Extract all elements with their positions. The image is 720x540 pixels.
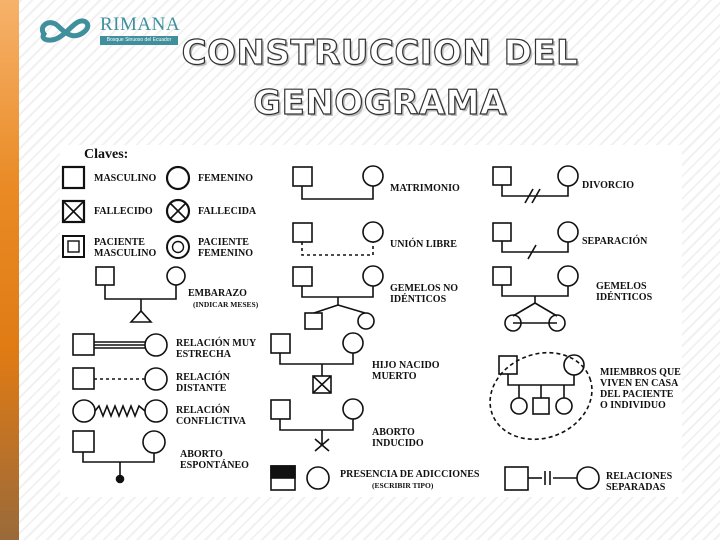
label-fallecido: FALLECIDO	[94, 206, 153, 217]
genogram-legend-panel	[60, 145, 682, 497]
label-masculino: MASCULINO	[94, 173, 157, 184]
side-accent-bar	[0, 0, 19, 540]
female-patient-symbol	[167, 236, 189, 258]
label-gemelos-identicos: GEMELOS IDÉNTICOS	[596, 281, 653, 303]
separation-symbol	[493, 222, 578, 259]
marriage-symbol	[293, 166, 383, 199]
divorce-symbol	[493, 166, 578, 203]
male-patient-symbol	[63, 236, 84, 257]
legend-heading: Claves:	[84, 147, 129, 162]
label-hijo-nacido-muerto: HIJO NACIDO MUERTO	[372, 360, 440, 382]
label-gemelos-no-identicos: GEMELOS NO IDÉNTICOS	[390, 283, 459, 305]
logo-subtitle: Bosque Sinuoso del Ecuador	[100, 36, 178, 45]
stillborn-child-symbol	[271, 333, 363, 393]
label-relacion-distante: RELACIÓN DISTANTE	[176, 372, 230, 394]
label-relacion-estrecha: RELACIÓN MUY ESTRECHA	[176, 338, 257, 360]
label-relacion-conflictiva: RELACIÓN CONFLICTIVA	[176, 405, 246, 427]
identical-twins-symbol	[493, 266, 578, 331]
label-femenino: FEMENINO	[198, 173, 253, 184]
label-union-libre: UNIÓN LIBRE	[390, 239, 457, 250]
label-matrimonio: MATRIMONIO	[390, 183, 460, 194]
addiction-symbol	[271, 466, 329, 490]
logo-name: RIMANA	[100, 14, 181, 35]
label-paciente-femenino: PACIENTE FEMENINO	[198, 237, 253, 259]
label-fallecida: FALLECIDA	[198, 206, 257, 217]
genogram-symbols	[60, 145, 682, 497]
fraternal-twins-symbol	[293, 266, 383, 329]
infinity-logo-icon	[36, 14, 96, 48]
label-miembros-casa: MIEMBROS QUE VIVEN EN CASA DEL PACIENTE O INDIVIDUO	[600, 367, 681, 411]
label-presencia-adicciones: PRESENCIA DE ADICCIONES	[340, 469, 480, 480]
deceased-female-symbol	[167, 200, 189, 222]
separated-relations-symbol	[505, 467, 599, 490]
household-members-symbol	[478, 339, 604, 454]
label-paciente-masculino: PACIENTE MASCULINO	[94, 237, 157, 259]
label-embarazo: EMBARAZO	[188, 288, 247, 299]
label-separacion: SEPARACIÓN	[582, 236, 648, 247]
label-divorcio: DIVORCIO	[582, 180, 635, 191]
female-symbol	[167, 167, 189, 189]
label-embarazo-note: (INDICAR MESES)	[193, 300, 259, 309]
label-aborto-inducido: ABORTO INDUCIDO	[372, 427, 424, 449]
slide-title: CONSTRUCCION DEL GENOGRAMA	[181, 33, 579, 123]
label-aborto-espontaneo: ABORTO ESPONTÁNEO	[180, 449, 249, 471]
spontaneous-abortion-symbol	[73, 431, 165, 483]
label-adicciones-note: (ESCRIBIR TIPO)	[372, 481, 434, 490]
induced-abortion-symbol	[271, 399, 363, 451]
male-symbol	[63, 167, 84, 188]
pregnancy-symbol	[96, 267, 185, 322]
close-relationship-symbol	[73, 334, 167, 356]
label-relaciones-separadas: RELACIONES SEPARADAS	[606, 471, 673, 493]
deceased-male-symbol	[63, 201, 84, 222]
free-union-symbol	[293, 222, 383, 255]
conflictive-relationship-symbol	[73, 400, 167, 422]
distant-relationship-symbol	[73, 368, 167, 390]
